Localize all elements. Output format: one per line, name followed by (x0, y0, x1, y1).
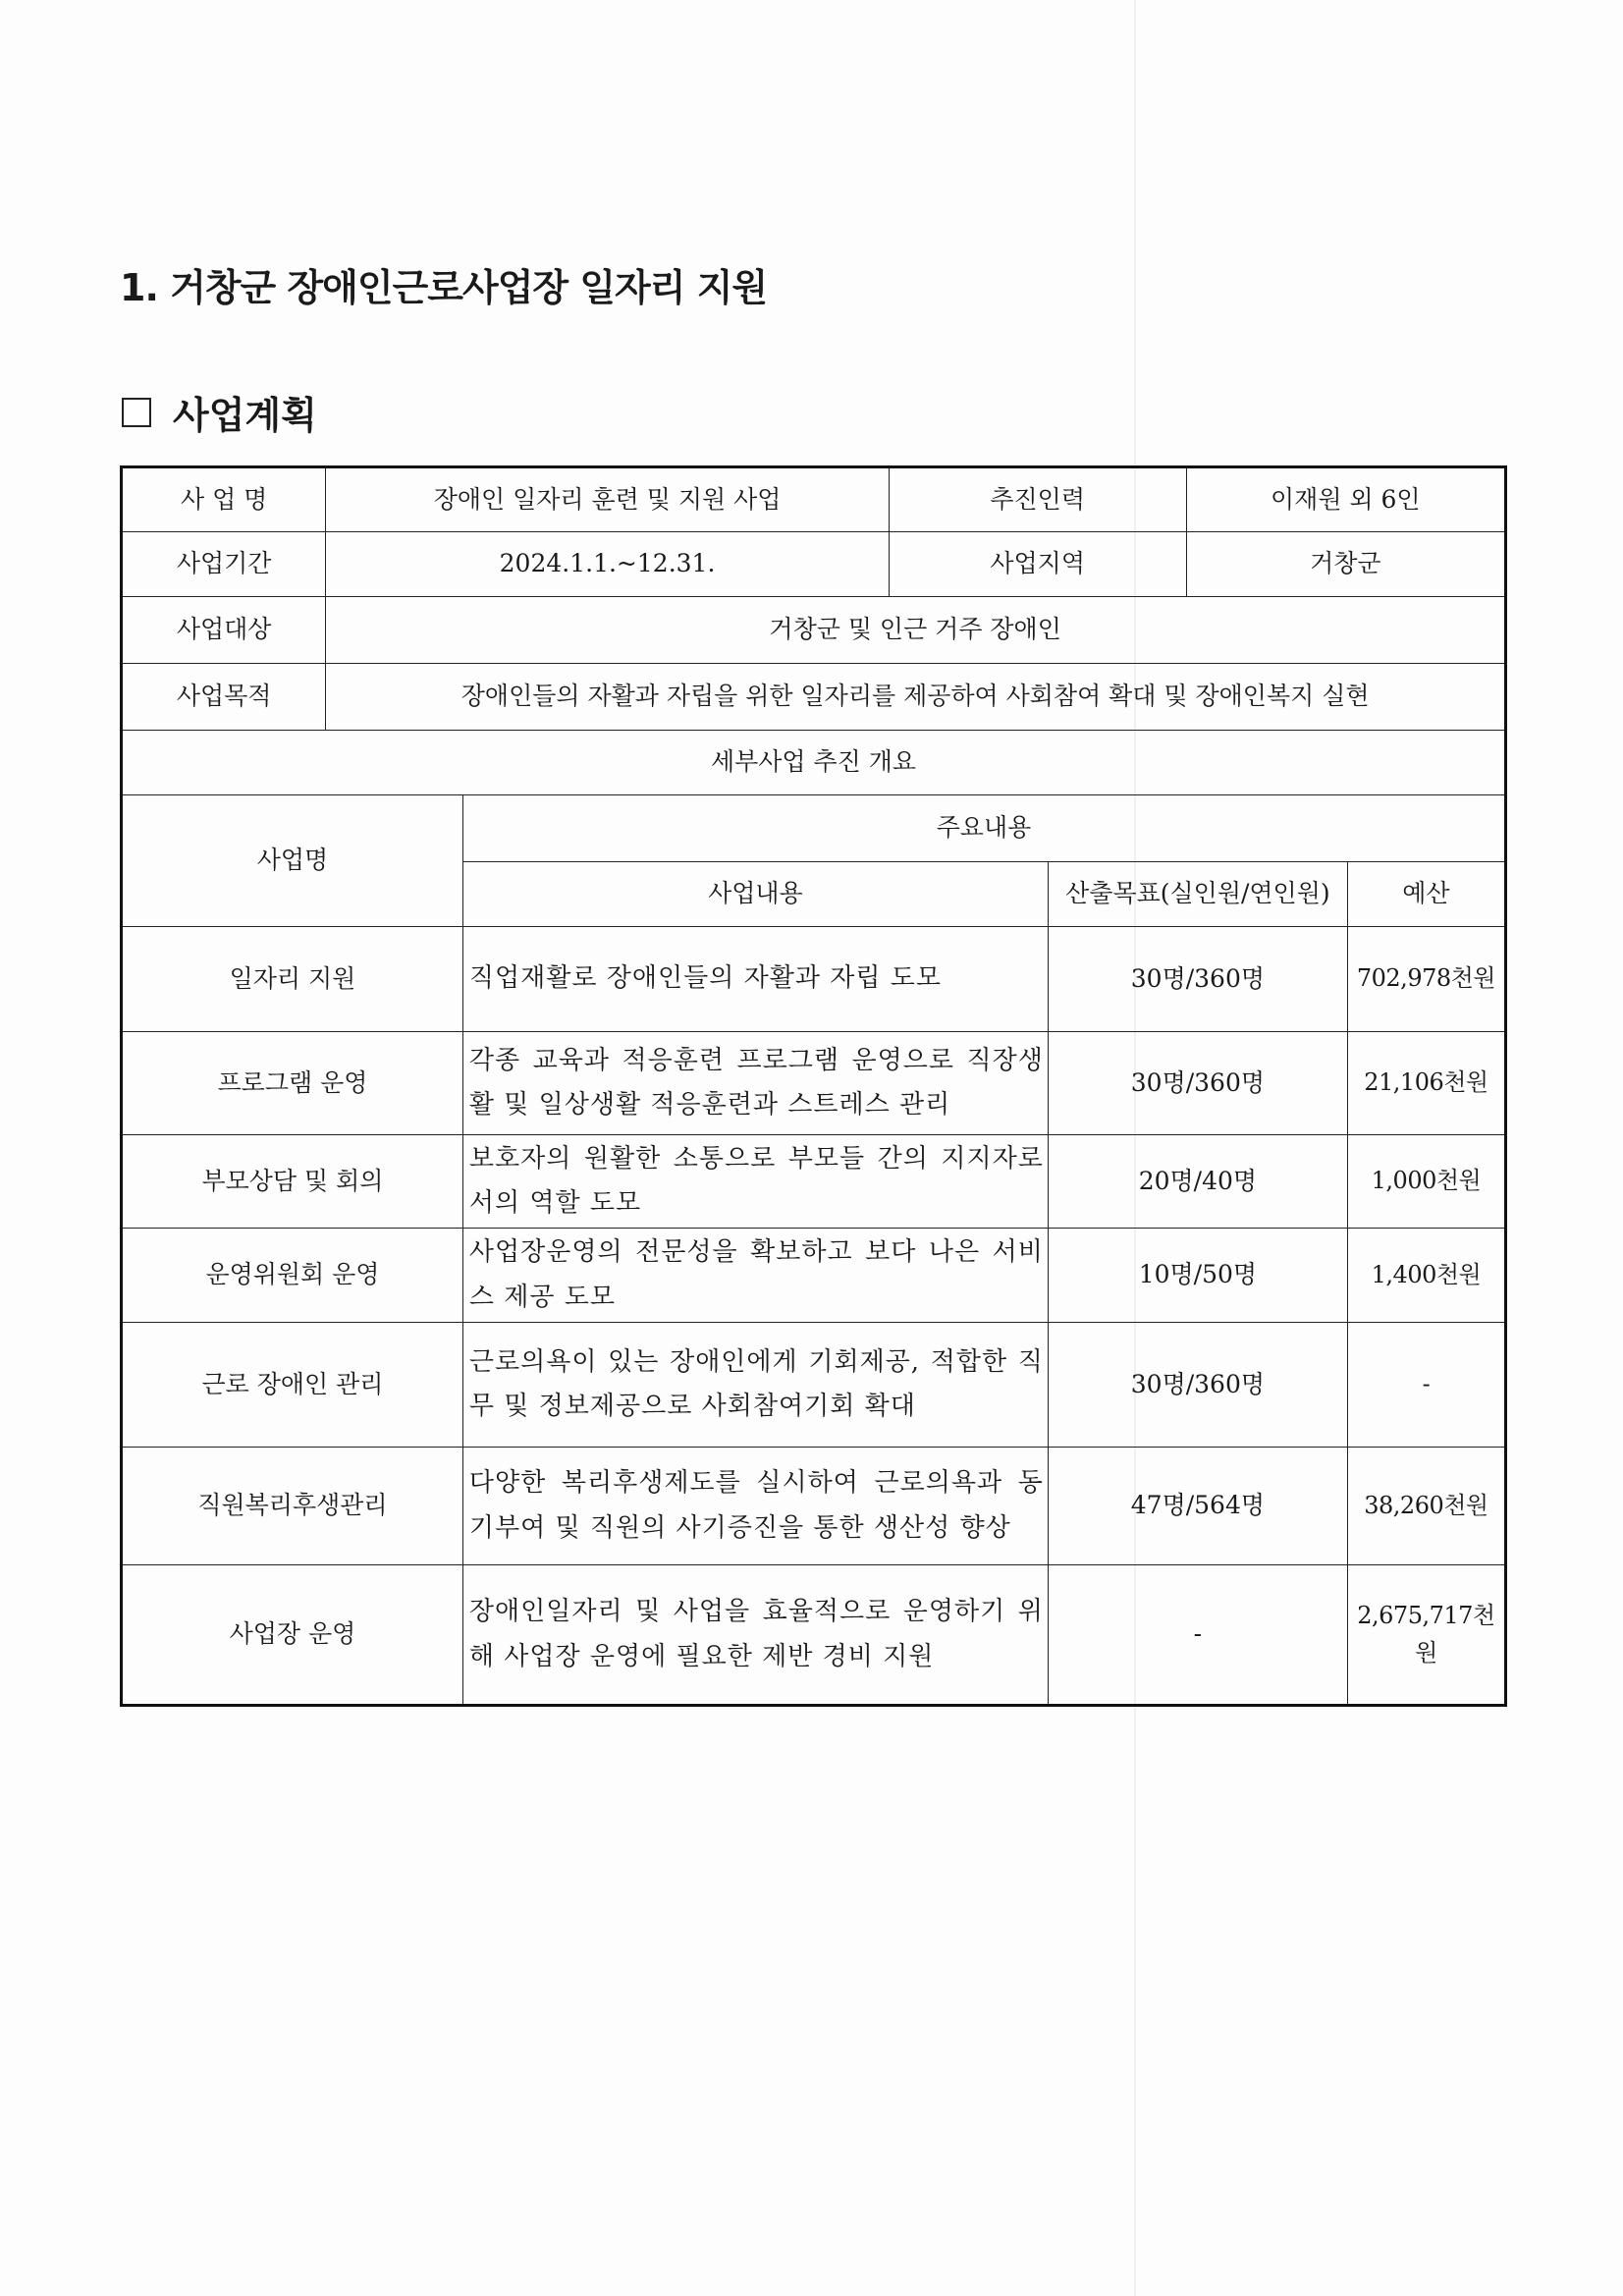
project-budget: 21,106천원 (1347, 1032, 1505, 1135)
col-header-main: 주요내용 (462, 795, 1505, 862)
project-content: 각종 교육과 적응훈련 프로그램 운영으로 직장생활 및 일상생활 적응훈련과 스트레스 관리 (462, 1032, 1048, 1135)
overview-title: 세부사업 추진 개요 (122, 731, 1506, 795)
plan-purpose-value: 장애인들의 자활과 자립을 위한 일자리를 제공하여 사회참여 확대 및 장애인복지 실현 (326, 664, 1506, 731)
table-row (122, 1323, 1506, 1448)
col-header-project: 사업명 (122, 795, 463, 927)
project-name: 프로그램 운영 (122, 1032, 463, 1135)
plan-region-value: 거창군 (1186, 532, 1505, 597)
project-target: 47명/564명 (1048, 1448, 1347, 1565)
project-content: 다양한 복리후생제도를 실시하여 근로의욕과 동기부여 및 직원의 사기증진을 통한 생산성 향상 (462, 1448, 1048, 1565)
plan-staff-label: 추진인력 (889, 467, 1186, 532)
project-content: 직업재활로 장애인들의 자활과 자립 도모 (462, 927, 1048, 1032)
project-name: 직원복리후생관리 (122, 1448, 463, 1565)
project-target: 30명/360명 (1048, 927, 1347, 1032)
plan-period-value: 2024.1.1.~12.31. (326, 532, 889, 597)
subsection-heading (122, 385, 317, 439)
square-bullet-icon (122, 398, 151, 427)
project-content: 보호자의 원활한 소통으로 부모들 간의 지지자로서의 역할 도모 (462, 1135, 1048, 1229)
project-name: 근로 장애인 관리 (122, 1323, 463, 1448)
plan-region-label: 사업지역 (889, 532, 1186, 597)
plan-row-target (122, 597, 1506, 664)
plan-name-value: 장애인 일자리 훈련 및 지원 사업 (326, 467, 889, 532)
plan-row-purpose (122, 664, 1506, 731)
plan-period-label: 사업기간 (122, 532, 326, 597)
plan-purpose-label: 사업목적 (122, 664, 326, 731)
business-plan-table (120, 465, 1507, 1707)
table-row (122, 1565, 1506, 1706)
project-budget: - (1347, 1323, 1505, 1448)
project-name: 일자리 지원 (122, 927, 463, 1032)
plan-row-period (122, 532, 1506, 597)
overview-header-row (122, 731, 1506, 795)
project-name: 사업장 운영 (122, 1565, 463, 1706)
project-target: 30명/360명 (1048, 1032, 1347, 1135)
project-target: 30명/360명 (1048, 1323, 1347, 1448)
project-content: 근로의욕이 있는 장애인에게 기회제공, 적합한 직무 및 정보제공으로 사회참여기회 확대 (462, 1323, 1048, 1448)
project-target: 10명/50명 (1048, 1229, 1347, 1323)
project-budget: 1,400천원 (1347, 1229, 1505, 1323)
project-budget: 702,978천원 (1347, 927, 1505, 1032)
table-row (122, 927, 1506, 1032)
project-target: - (1048, 1565, 1347, 1706)
plan-staff-value: 이재원 외 6인 (1186, 467, 1505, 532)
project-name: 부모상담 및 회의 (122, 1135, 463, 1229)
detail-header-row-1 (122, 795, 1506, 862)
project-target: 20명/40명 (1048, 1135, 1347, 1229)
col-header-budget: 예산 (1347, 862, 1505, 927)
project-content: 장애인일자리 및 사업을 효율적으로 운영하기 위해 사업장 운영에 필요한 제반 경비 지원 (462, 1565, 1048, 1706)
col-header-content: 사업내용 (462, 862, 1048, 927)
subsection-label: 사업계획 (173, 394, 317, 437)
table-row (122, 1448, 1506, 1565)
col-header-target: 산출목표(실인원/연인원) (1048, 862, 1347, 927)
table-row (122, 1135, 1506, 1229)
plan-row-name (122, 467, 1506, 532)
table-row (122, 1229, 1506, 1323)
project-content: 사업장운영의 전문성을 확보하고 보다 나은 서비스 제공 도모 (462, 1229, 1048, 1323)
project-budget: 1,000천원 (1347, 1135, 1505, 1229)
project-name: 운영위원회 운영 (122, 1229, 463, 1323)
table-row (122, 1032, 1506, 1135)
project-budget: 38,260천원 (1347, 1448, 1505, 1565)
plan-target-label: 사업대상 (122, 597, 326, 664)
project-budget: 2,675,717천원 (1347, 1565, 1505, 1706)
plan-target-value: 거창군 및 인근 거주 장애인 (326, 597, 1506, 664)
section-title: 1. 거창군 장애인근로사업장 일자리 지원 (120, 266, 768, 309)
plan-name-label: 사 업 명 (122, 467, 326, 532)
